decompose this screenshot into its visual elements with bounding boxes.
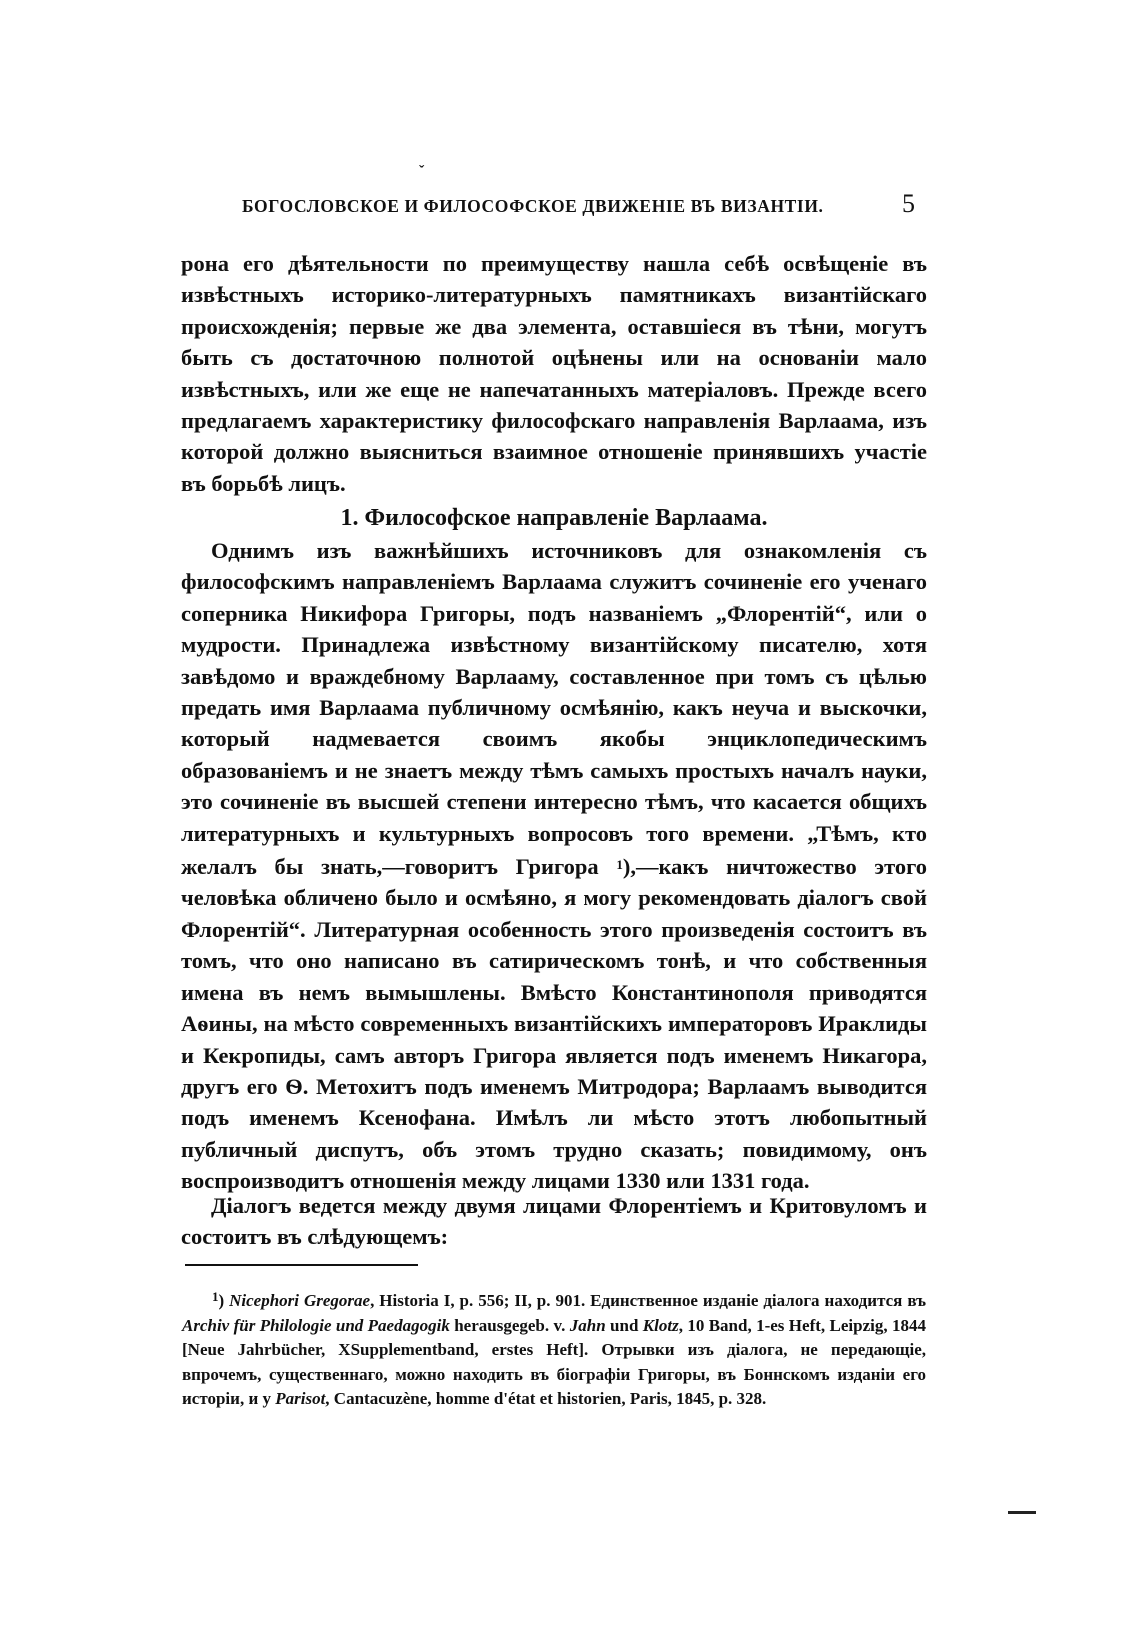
section-heading: 1. Философское направленіе Варлаама.: [340, 505, 768, 531]
page-edge-mark: [1008, 1511, 1036, 1514]
paragraph-2: [181, 535, 927, 1197]
footnote-marker: 1: [212, 1289, 219, 1304]
footnote-separator: [185, 1264, 418, 1266]
footnote: $^1$) Nicephori Gregorae, Historia I, p. 556; II, p. 901. Единственное изданіе діалога находится въ Archiv für Philologie und Paedagogik herausgegeb. v. Jahn und Klotz, 10 Band, 1-es Heft, Leipzig, 1844 [Neue Jahrbücher, XSupplementband, erstes Heft]. Отрывки изъ діалога, не передающіе, впрочемъ, существеннаго, можно находить въ біографіи Григоры, въ Боннскомъ изданіи его исторіи, и у Parisot, Cantacuzène, homme d'état et historien, Paris, 1845, p. 328.: [182, 1289, 927, 1409]
paragraph-1: рона его дѣятельности по преимуществу нашла себѣ освѣщеніе въ извѣстныхъ историко-литературныхъ памятникахъ византійскаго происхожденія; первые же два элемента, оставшіеся въ тѣни, могутъ быть съ достаточною полнотой оцѣнены или на основаніи мало извѣстныхъ, или же еще не напечатанныхъ матеріаловъ. Прежде всего предлагаемъ характеристику философскаго направленія Варлаама, изъ которой должно выясниться взаимное отношеніе принявшихъ участіе въ борьбѣ лицъ.: [181, 251, 927, 496]
paragraph-3: Діалогъ ведется между двумя лицами Флорентіемъ и Критовуломъ и состоитъ въ слѣдующемъ:: [181, 1193, 927, 1250]
page-number: 5: [902, 189, 915, 218]
footnote-text-4: , 10 Band, 1-es Heft, Leipzig, 1844 [Neue Jahrbücher, XSupplementband, erstes Heft]. Отрывки изъ діалога, не передающіе, впрочемъ, существеннаго, можно находить въ біографіи Григоры, въ Боннскомъ изданіи его исторіи, и у: [182, 1315, 927, 1409]
footnote-text-2: herausgegeb. v.: [449, 1315, 570, 1335]
footnote-reference[interactable]: 1: [616, 857, 623, 873]
paragraph-2-text-a: Однимъ изъ важнѣйшихъ источниковъ для ознакомленія съ философскимъ направленіемъ Варлаама служитъ сочиненіе его ученаго соперника Никифора Григоры, подъ названіемъ „Флорентій“, или о мудрости. Принадлежа извѣстному византійскому писателю, хотя завѣдомо и враждебному Варлааму, составленное при томъ съ цѣлью предать имя Варлаама публичному осмѣянію, какъ неуча и выскочки, который надмевается своимъ якобы энциклопедическимъ образованіемъ и не знаетъ между тѣмъ самыхъ простыхъ началъ науки, это сочиненіе въ высшей степени интересно тѣмъ, что касается общихъ литературныхъ и культурныхъ вопросовъ того времени. „Тѣмъ, кто желалъ бы знать,—говоритъ Григора: [181, 538, 927, 880]
footnote-text-1: , Historia I, p. 556; II, p. 901. Единственное изданіе діалога находится въ: [370, 1291, 926, 1310]
print-mark: ˇ: [419, 163, 425, 180]
footnote-journal: Archiv für Philologie und Paedagogik: [182, 1315, 450, 1335]
footnote-editor-1: Jahn: [569, 1315, 606, 1335]
footnote-parisot: Parisot: [275, 1389, 326, 1409]
footnote-text-3: und: [605, 1315, 643, 1335]
footnote-author: Nicephori Gregorae: [229, 1291, 371, 1310]
footnote-editor-2: Klotz: [642, 1315, 679, 1335]
footnote-text-5: , Cantacuzène, homme d'état et historien, Paris, 1845, p. 328.: [325, 1389, 767, 1409]
running-head: БОГОСЛОВСКОЕ И ФИЛОСОФСКОЕ ДВИЖЕНІЕ ВЪ ВИЗАНТІИ.: [242, 196, 824, 216]
paragraph-2-text-b: ),—какъ ничтожество этого человѣка обличено было и осмѣяно, я могу рекомендовать діалогъ свой Флорентій“. Литературная особенность этого произведенія состоитъ въ томъ, что оно написано въ сатирическомъ тонѣ, и что собственныя имена въ немъ вымышлены. Вмѣсто Константинополя приводятся Аѳины, на мѣсто современныхъ византійскихъ императоровъ Ираклиды и Кекропиды, самъ авторъ Григора является подъ именемъ Никагора, другъ его Ѳ. Метохитъ подъ именемъ Митродора; Варлаамъ выводится подъ именемъ Ксенофана. Имѣлъ ли мѣсто этотъ любопытный публичный диспутъ, объ этомъ трудно сказать; повидимому, онъ воспроизводитъ отношенія между лицами 1330 или 1331 года.: [181, 854, 927, 1194]
